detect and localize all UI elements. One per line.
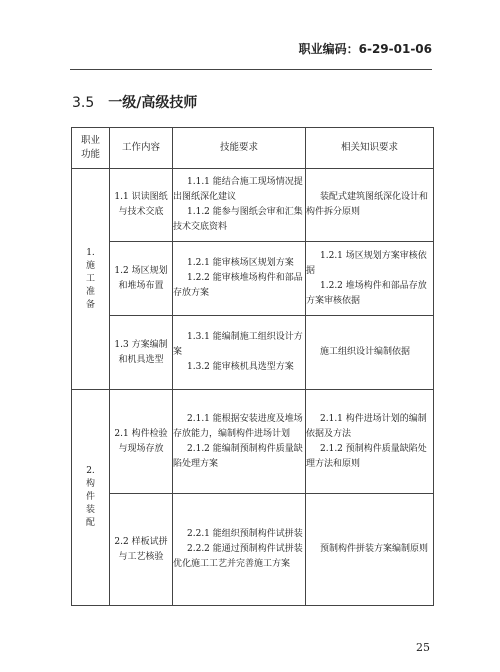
knowledge-item: 1.2.2 堆场构件和部品存放方案审核依据 — [306, 280, 427, 306]
skill-item: 2.2.1 能组织预制构件试拼装 — [187, 529, 303, 539]
work-content-cell: 1.1 识读图纸与技术交底 — [110, 169, 173, 242]
knowledge-cell — [306, 242, 434, 316]
function-char: 施 — [85, 260, 95, 271]
skill-item: 2.2.2 能通过预制构件试拼装优化施工工艺并完善施工方案 — [173, 544, 303, 569]
occupation-code: 职业编码：6-29-01-06 — [298, 42, 432, 56]
table-row — [72, 494, 434, 606]
function-char: 准 — [85, 286, 95, 297]
function-char: 工 — [85, 273, 95, 284]
knowledge-item: 预制构件拼装方案编制原则 — [320, 544, 429, 554]
table-row — [72, 390, 434, 494]
work-content-cell: 2.1 构件检验与现场存放 — [110, 390, 173, 494]
function-number: 2. — [86, 466, 95, 476]
section-title: 一级/高级技师 — [108, 95, 198, 111]
work-content-cell: 1.3 方案编制和机具选型 — [110, 316, 173, 390]
knowledge-item: 1.2.1 场区规划方案审核依据 — [306, 250, 427, 276]
skills-cell — [173, 390, 306, 494]
table-row — [72, 316, 434, 390]
knowledge-cell — [306, 494, 434, 606]
work-content-cell: 2.2 样板试拼与工艺核验 — [110, 494, 173, 606]
knowledge-cell — [306, 390, 434, 494]
header-skills: 技能要求 — [173, 128, 306, 169]
skill-item: 1.2.1 能审核场区规划方案 — [187, 258, 294, 268]
function-cell-1 — [72, 169, 110, 390]
skill-item: 2.1.2 能编制预制构件质量缺陷处理方案 — [173, 443, 303, 469]
function-char: 配 — [85, 518, 95, 528]
skill-item: 1.3.2 能审核机具选型方案 — [187, 362, 294, 372]
skills-table — [71, 127, 434, 606]
function-char: 装 — [85, 505, 95, 515]
knowledge-cell — [306, 316, 434, 390]
skill-item: 1.3.1 能编制施工组织设计方案 — [173, 332, 303, 357]
header-divider — [70, 69, 432, 70]
knowledge-item: 施工组织设计编制依据 — [320, 347, 411, 357]
function-char: 件 — [85, 492, 95, 502]
section-heading — [72, 92, 197, 112]
table-row — [72, 242, 434, 316]
function-char: 备 — [85, 299, 95, 310]
skill-item: 1.1.1 能结合施工现场情况提出图纸深化建议 — [173, 177, 303, 202]
header-knowledge: 相关知识要求 — [306, 128, 434, 169]
work-content-cell: 1.2 场区规划和堆场布置 — [110, 242, 173, 316]
header-function: 职业功能 — [72, 128, 110, 169]
header-content: 工作内容 — [110, 128, 173, 169]
knowledge-item: 2.1.1 构件进场计划的编制依据及方法 — [306, 413, 427, 439]
knowledge-item: 装配式建筑图纸深化设计和构件拆分原则 — [306, 192, 429, 217]
skill-item: 1.1.2 能参与图纸会审和汇集技术交底资料 — [173, 207, 303, 232]
table-header-row — [72, 128, 434, 169]
function-char: 构 — [85, 479, 95, 489]
knowledge-cell — [306, 169, 434, 242]
skills-cell — [173, 316, 306, 390]
table-row — [72, 169, 434, 242]
skill-item: 2.1.1 能根据安装进度及堆场存放能力，编制构件进场计划 — [173, 413, 303, 439]
function-cell-2 — [72, 390, 110, 606]
skills-cell — [173, 242, 306, 316]
skills-cell — [173, 494, 306, 606]
skills-cell — [173, 169, 306, 242]
knowledge-item: 2.1.2 预制构件质量缺陷处理方法和原则 — [306, 443, 427, 469]
section-number: 3.5 — [72, 95, 95, 111]
page-number: 25 — [416, 641, 430, 654]
function-number: 1. — [86, 247, 95, 258]
skill-item: 1.2.2 能审核堆场构件和部品存放方案 — [173, 273, 303, 298]
